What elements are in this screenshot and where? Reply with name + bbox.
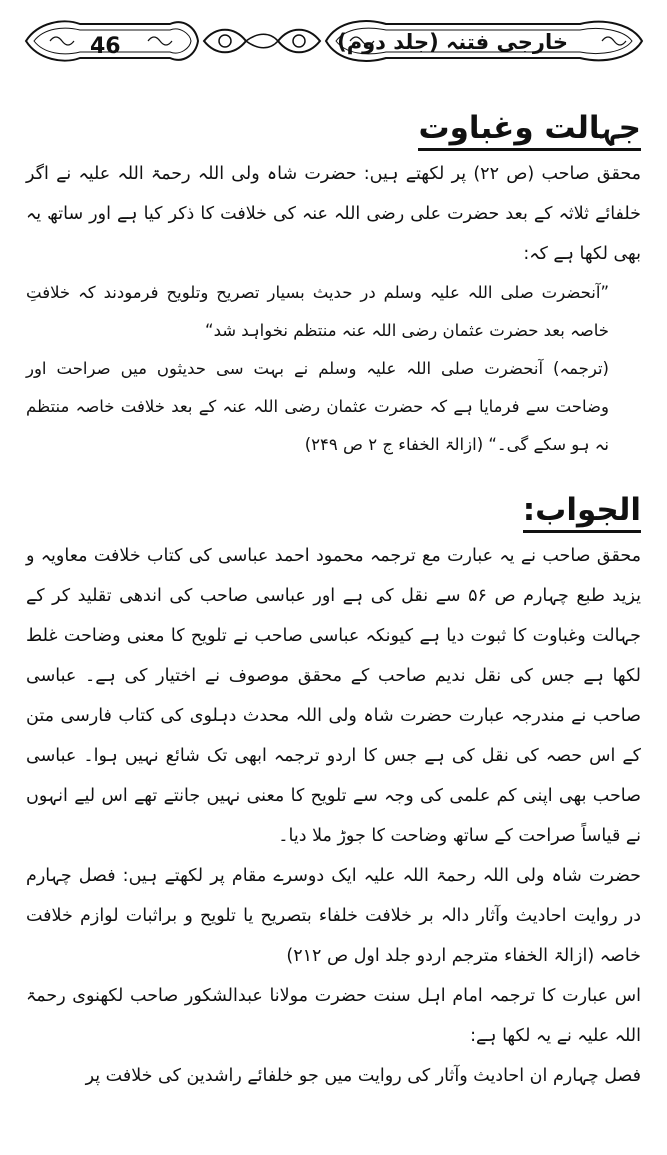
page-header (20, 10, 648, 72)
running-title: خارجی فتنہ (جلد دوم) (337, 30, 568, 54)
persian-quote: ”آنحضرت صلی اللہ علیہ وسلم در حدیث بسیار تصریح وتلویح فرمودند کہ خلافتِ خاصہ بعد حضرت عثمان رضی اللہ عنہ منتظم نخواہد شد“ (26, 283, 609, 340)
answer-paragraph-1: محقق صاحب نے یہ عبارت مع ترجمہ محمود احمد عباسی کی کتاب خلافت معاویہ و یزید طبع چہارم ص ۵۶ سے نقل کی ہے اور عباسی صاحب کی اندھی تقلید کر کے جہالت وغباوت کا ثبوت دیا ہے کیونکہ عباسی صاحب نے تلویح کا معنی وضاحت غلط لکھا ہے جس کی نقل ندیم صاحب کے محقق موصوف نے اختیار کی ہے۔ عباسی صاحب نے مندرجہ عبارت حضرت شاہ ولی اللہ محدث دہلوی کی کتاب فارسی متن کے اس حصہ کی نقل کی ہے جس کا اردو ترجمہ ابھی تک شائع نہیں ہوا۔ عباسی صاحب بھی اپنی کم علمی کی وجہ سے تلویح کا معنی نہیں جانتے تھے اس لیے انہوں نے قیاساً صراحت کے ساتھ وضاحت کا جوڑ ملا دیا۔ (26, 546, 641, 846)
page-number: 46 (90, 34, 121, 59)
answer-paragraph-3: اس عبارت کا ترجمہ امام اہل سنت حضرت مولانا عبدالشکور صاحب لکھنوی رحمۃ اللہ علیہ نے یہ لکھا ہے: (26, 986, 641, 1046)
intro-paragraph: محقق صاحب (ص ۲۲) پر لکھتے ہیں: حضرت شاہ ولی اللہ رحمۃ اللہ علیہ نے اگر خلفائے ثلاثہ کے بعد حضرت علی رضی اللہ عنہ کی خلافت کا ذکر کیا ہے اور ساتھ یہ بھی لکھا ہے کہ: (26, 164, 641, 264)
section-heading-answer (26, 492, 641, 528)
page-body (26, 96, 641, 1096)
answer-paragraph-2: حضرت شاہ ولی اللہ رحمۃ اللہ علیہ ایک دوسرے مقام پر لکھتے ہیں: فصل چہارم در روایت احادیث وآثار دالہ بر خلافت خلفاء بتصریح یا تلویح و براثبات لوازم خلافت خاصہ (ازالۃ الخفاء مترجم اردو جلد اول ص ۲۱۲) (26, 866, 641, 966)
section-heading-ignorance-text: جہالت وغباوت (418, 110, 641, 151)
section-heading-ignorance (26, 110, 641, 146)
section-heading-answer-text: الجواب: (523, 492, 641, 533)
quote-translation: (ترجمہ) آنحضرت صلی اللہ علیہ وسلم نے بہت سی حدیثوں میں صراحت اور وضاحت سے فرمایا ہے کہ حضرت عثمان رضی اللہ عنہ کے بعد خلافت خاصہ منتظم نہ ہو سکے گی۔“ (ازالۃ الخفاء ج ۲ ص ۲۴۹) (26, 359, 609, 454)
answer-paragraph-4: فصل چہارم ان احادیث وآثار کی روایت میں جو خلفائے راشدین کی خلافت پر (85, 1066, 641, 1086)
